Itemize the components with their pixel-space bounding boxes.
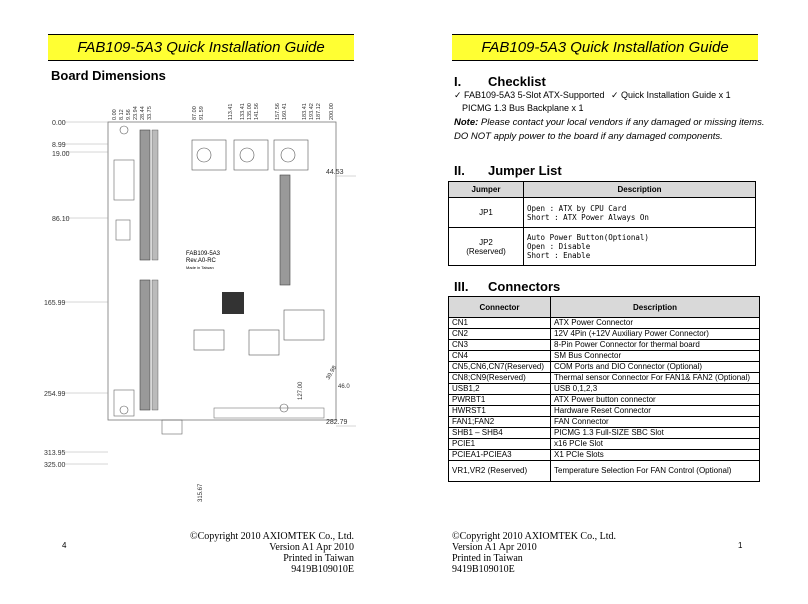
top-dim: 187.12 bbox=[316, 103, 322, 120]
table-header-row bbox=[449, 297, 760, 318]
top-dim: 91.59 bbox=[199, 106, 205, 120]
cell: CN1 bbox=[449, 318, 551, 329]
jumper-name bbox=[449, 228, 524, 266]
left-footer bbox=[186, 531, 354, 575]
top-dim: 160.41 bbox=[282, 103, 288, 120]
right-dim: 44.53 bbox=[326, 169, 344, 176]
checklist-item-1-line-1: ✓ FAB109-5A3 5-Slot ATX-Supported bbox=[454, 90, 605, 100]
component-3 bbox=[284, 310, 324, 340]
component-1 bbox=[194, 330, 224, 350]
jumper-name-line: JP2 bbox=[479, 237, 493, 247]
top-dim: 141.56 bbox=[254, 103, 260, 120]
cell: PWRBT1 bbox=[449, 395, 551, 406]
cell: Hardware Reset Connector bbox=[551, 406, 760, 417]
top-dim: 113.41 bbox=[228, 103, 234, 120]
top-dim: 183.41 bbox=[302, 103, 308, 120]
bottom-dim: 127.00 bbox=[298, 381, 304, 400]
right-footer bbox=[452, 531, 616, 575]
jumper-heading bbox=[454, 163, 562, 178]
board-dimension-drawing bbox=[44, 90, 364, 505]
table-header: Description bbox=[551, 297, 760, 318]
left-dim: 165.99 bbox=[44, 300, 66, 307]
table-row bbox=[449, 351, 760, 362]
top-dim: 157.56 bbox=[275, 103, 281, 120]
top-dim: 8.12 bbox=[119, 109, 125, 120]
footer-line: ©Copyright 2010 AXIOMTEK Co., Ltd. bbox=[190, 531, 354, 542]
top-dim: 23.94 bbox=[133, 106, 139, 120]
cell: USB1,2 bbox=[449, 384, 551, 395]
checklist-heading bbox=[454, 74, 546, 89]
jumper-name: JP1 bbox=[449, 198, 524, 228]
left-dim: 8.99 bbox=[52, 142, 66, 149]
misc-dim: 46.0 bbox=[338, 384, 350, 390]
table-row bbox=[449, 340, 760, 351]
table-header: Jumper bbox=[449, 182, 524, 198]
mount-hole-3 bbox=[281, 148, 295, 162]
connector-table bbox=[448, 296, 760, 482]
mount-hole-bl bbox=[120, 406, 128, 414]
top-dim: 33.75 bbox=[147, 106, 153, 120]
cell: HWRST1 bbox=[449, 406, 551, 417]
top-dim: 9.56 bbox=[126, 109, 132, 120]
cell: Thermal sensor Connector For FAN1& FAN2 (Optional) bbox=[551, 373, 760, 384]
left-dim: 325.00 bbox=[44, 462, 66, 469]
table-row bbox=[449, 417, 760, 428]
left-banner: FAB109-5A3 Quick Installation Guide bbox=[48, 34, 354, 61]
cell: 8-Pin Power Connector for thermal board bbox=[551, 340, 760, 351]
note bbox=[454, 116, 764, 144]
cell: COM Ports and DIO Connector (Optional) bbox=[551, 362, 760, 373]
top-dim: 0.00 bbox=[112, 109, 118, 120]
component-2 bbox=[249, 330, 279, 355]
top-dim: 133.41 bbox=[240, 103, 246, 120]
left-dim: 0.00 bbox=[52, 120, 66, 127]
slot-2b bbox=[152, 280, 158, 410]
section-title: Connectors bbox=[488, 279, 561, 294]
jumper-name-line: (Reserved) bbox=[466, 246, 506, 256]
checklist-item-1 bbox=[454, 89, 604, 115]
cell: CN3 bbox=[449, 340, 551, 351]
table-row bbox=[449, 461, 760, 482]
connector-group-2 bbox=[234, 140, 268, 170]
mount-hole-2 bbox=[240, 148, 254, 162]
cell: ATX Power button connector bbox=[551, 395, 760, 406]
connector-group-3 bbox=[274, 140, 308, 170]
section-number: II. bbox=[454, 163, 465, 178]
jumper-desc bbox=[524, 198, 756, 228]
table-row bbox=[449, 228, 756, 266]
misc-dim: 39.98 bbox=[325, 364, 339, 381]
cell: Temperature Selection For FAN Control (Optional) bbox=[551, 461, 760, 482]
checklist-item-1-line-2: PICMG 1.3 Bus Backplane x 1 bbox=[462, 103, 584, 113]
left-dim: 19.00 bbox=[52, 151, 70, 158]
table-row bbox=[449, 329, 760, 340]
connectors-heading bbox=[454, 279, 560, 294]
table-row bbox=[449, 406, 760, 417]
section-number: I. bbox=[454, 74, 462, 89]
mount-hole-tl bbox=[120, 126, 128, 134]
section-number: III. bbox=[454, 279, 469, 294]
top-dim: 28.44 bbox=[140, 106, 146, 120]
section-title: Jumper List bbox=[488, 163, 562, 178]
desc-line: Auto Power Button(Optional) bbox=[527, 233, 649, 242]
table-header: Description bbox=[524, 182, 756, 198]
board-edge-strip bbox=[214, 408, 324, 418]
cell: 12V 4Pin (+12V Auxiliary Power Connector) bbox=[551, 329, 760, 340]
mount-hole-1 bbox=[197, 148, 211, 162]
desc-line: Open : ATX by CPU Card bbox=[527, 203, 627, 213]
right-page-number: 1 bbox=[738, 541, 743, 550]
table-row bbox=[449, 362, 760, 373]
cell: CN5,CN6,CN7(Reserved) bbox=[449, 362, 551, 373]
connector-bottom-left bbox=[114, 390, 134, 416]
cell: CN4 bbox=[449, 351, 551, 362]
top-dim: 193.42 bbox=[309, 103, 315, 120]
cell: USB 0,1,2,3 bbox=[551, 384, 760, 395]
cell: PICMG 1.3 Full-SIZE SBC Slot bbox=[551, 428, 760, 439]
connector-left bbox=[114, 160, 134, 200]
top-dim: 135.00 bbox=[247, 103, 253, 120]
desc-line: Short : Enable bbox=[527, 251, 591, 260]
table-row bbox=[449, 384, 760, 395]
left-page-number: 4 bbox=[62, 541, 67, 550]
cell: PCIEA1-PCIEA3 bbox=[449, 450, 551, 461]
connector-left-2 bbox=[116, 220, 130, 240]
note-line-2: DO NOT apply power to the board if any damaged components. bbox=[454, 131, 723, 142]
top-dims bbox=[112, 103, 335, 120]
jumper-desc bbox=[524, 228, 756, 266]
footer-line: Printed in Taiwan bbox=[283, 553, 354, 564]
bottom-dim: 315.67 bbox=[198, 483, 204, 502]
section-title: Checklist bbox=[488, 74, 546, 89]
note-line-1: Please contact your local vendors if any damaged or missing items. bbox=[478, 117, 765, 128]
cell: CN2 bbox=[449, 329, 551, 340]
cell: PCIE1 bbox=[449, 439, 551, 450]
board-label-made: Made in Taiwan bbox=[186, 265, 214, 270]
table-row bbox=[449, 318, 760, 329]
board-label-model: FAB109-5A3 bbox=[186, 251, 221, 257]
chip bbox=[222, 292, 244, 314]
slot-1 bbox=[140, 130, 150, 260]
footer-line: 9419B109010E bbox=[452, 564, 515, 575]
left-dim: 313.95 bbox=[44, 450, 66, 457]
desc-line: Short : ATX Power Always On bbox=[527, 212, 649, 222]
connector-bottom bbox=[162, 420, 182, 434]
footer-line: Printed in Taiwan bbox=[452, 553, 523, 564]
table-row bbox=[449, 198, 756, 228]
left-dim: 86.10 bbox=[52, 216, 70, 223]
jumper-table bbox=[448, 181, 756, 266]
footer-line: ©Copyright 2010 AXIOMTEK Co., Ltd. bbox=[452, 531, 616, 542]
table-row bbox=[449, 395, 760, 406]
desc-line: Open : Disable bbox=[527, 242, 591, 251]
right-banner: FAB109-5A3 Quick Installation Guide bbox=[452, 34, 758, 61]
cell: FAN Connector bbox=[551, 417, 760, 428]
board-dimensions-title: Board Dimensions bbox=[51, 68, 166, 83]
cell: VR1,VR2 (Reserved) bbox=[449, 461, 551, 482]
cell: SM Bus Connector bbox=[551, 351, 760, 362]
top-dim: 87.00 bbox=[192, 106, 198, 120]
table-header: Connector bbox=[449, 297, 551, 318]
right-dim: 282.79 bbox=[326, 419, 348, 426]
cell: x16 PCIe Slot bbox=[551, 439, 760, 450]
board-label-rev: Rev.A0-RC bbox=[186, 258, 216, 264]
left-dim: 254.99 bbox=[44, 391, 66, 398]
footer-line: 9419B109010E bbox=[291, 564, 354, 575]
slot-1b bbox=[152, 130, 158, 260]
checklist-item-2: ✓ Quick Installation Guide x 1 bbox=[611, 90, 731, 100]
cell: CN8;CN9(Reserved) bbox=[449, 373, 551, 384]
cell: SHB1 – SHB4 bbox=[449, 428, 551, 439]
table-row bbox=[449, 439, 760, 450]
table-row bbox=[449, 428, 760, 439]
slot-2 bbox=[140, 280, 150, 410]
table-row bbox=[449, 373, 760, 384]
slot-3 bbox=[280, 175, 290, 285]
table-header-row bbox=[449, 182, 756, 198]
note-label: Note: bbox=[454, 117, 479, 128]
footer-line: Version A1 Apr 2010 bbox=[269, 542, 354, 553]
cell: X1 PCIe Slots bbox=[551, 450, 760, 461]
cell: ATX Power Connector bbox=[551, 318, 760, 329]
top-dim: 200.00 bbox=[329, 103, 335, 120]
cell: FAN1;FAN2 bbox=[449, 417, 551, 428]
footer-line: Version A1 Apr 2010 bbox=[452, 542, 537, 553]
table-row bbox=[449, 450, 760, 461]
